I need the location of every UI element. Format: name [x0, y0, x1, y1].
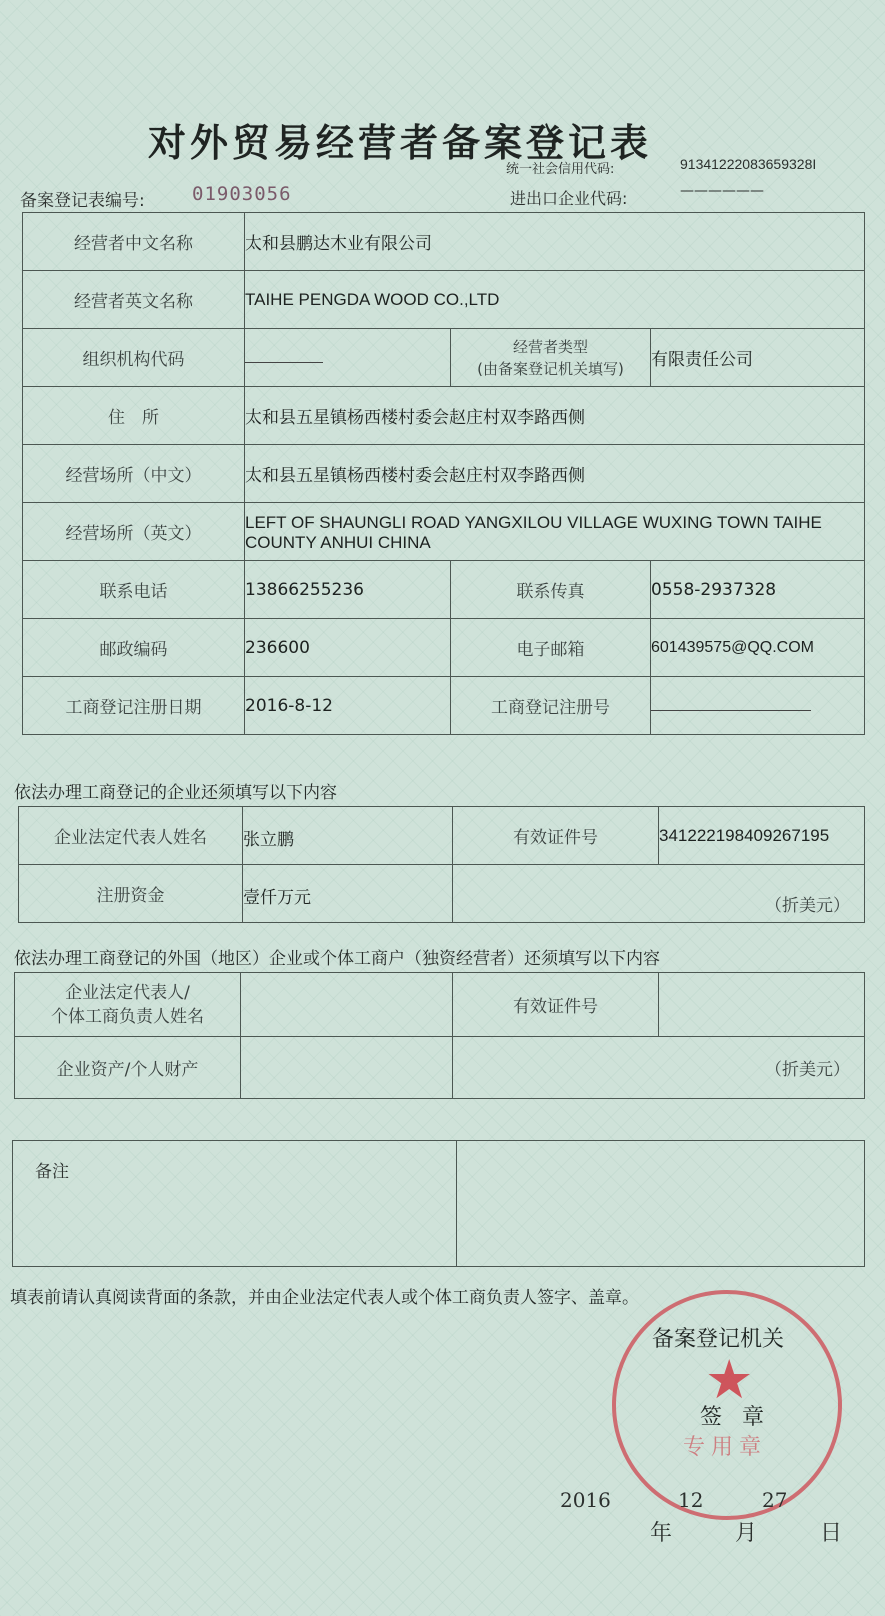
- phone-value: 13866255236: [245, 561, 451, 619]
- reg-date-label: 工商登记注册日期: [23, 677, 245, 735]
- record-no-value: 01903056: [192, 183, 292, 205]
- name-en-value: TAIHE PENGDA WOOD CO.,LTD: [245, 271, 865, 329]
- place-en-label: 经营场所（英文）: [23, 503, 245, 561]
- org-code-label: 组织机构代码: [23, 329, 245, 387]
- fax-value: 0558-2937328: [651, 561, 865, 619]
- month-label: 月: [735, 1521, 758, 1546]
- capital-value: 壹仟万元: [243, 865, 453, 923]
- name-cn-label: 经营者中文名称: [23, 213, 245, 271]
- record-no-label: 备案登记表编号:: [20, 191, 145, 211]
- section2-table: [14, 972, 865, 1099]
- remarks-value: [457, 1141, 865, 1267]
- residence-label: 住 所: [23, 387, 245, 445]
- legal-rep-label: 企业法定代表人姓名: [19, 807, 243, 865]
- s2-rep-label-line2: 个体工商负责人姓名: [51, 1006, 204, 1027]
- postcode-label: 邮政编码: [23, 619, 245, 677]
- credit-code-label: 统一社会信用代码:: [506, 162, 615, 177]
- month-value: 12: [678, 1488, 704, 1512]
- reg-date-value: 2016-8-12: [245, 677, 451, 735]
- type-value: 有限责任公司: [651, 329, 865, 387]
- email-label: 电子邮箱: [451, 619, 651, 677]
- name-en-label: 经营者英文名称: [23, 271, 245, 329]
- day-value: 27: [762, 1488, 788, 1512]
- name-cn-value: 太和县鹏达木业有限公司: [245, 213, 865, 271]
- s2-rep-label-line1: 企业法定代表人/: [65, 982, 190, 1003]
- document-title: 对外贸易经营者备案登记表: [148, 120, 653, 165]
- type-label-line2: (由备案登记机关填写): [477, 359, 624, 378]
- postcode-value: 236600: [245, 619, 451, 677]
- email-value: 601439575@QQ.COM: [651, 619, 865, 677]
- s1-id-label: 有效证件号: [453, 807, 659, 865]
- empty-dash: [651, 710, 811, 711]
- s2-id-label: 有效证件号: [453, 973, 659, 1037]
- s2-id-value: [659, 973, 865, 1037]
- empty-dash: [245, 362, 323, 363]
- authority-label: 备案登记机关: [652, 1327, 785, 1352]
- remarks-label: 备注: [13, 1141, 457, 1267]
- year-value: 2016: [560, 1488, 611, 1512]
- ie-code-value: ——————: [680, 183, 764, 199]
- seal-text: 专用章: [682, 1435, 767, 1460]
- day-label: 日: [820, 1521, 843, 1546]
- phone-label: 联系电话: [23, 561, 245, 619]
- credit-code-value: 91341222083659328I: [680, 156, 817, 172]
- capital-label: 注册资金: [19, 865, 243, 923]
- legal-rep-value: 张立鹏: [243, 807, 453, 865]
- reg-no-label: 工商登记注册号: [451, 677, 651, 735]
- residence-value: 太和县五星镇杨西楼村委会赵庄村双李路西侧: [245, 387, 865, 445]
- year-label: 年: [650, 1521, 673, 1546]
- footer-note: 填表前请认真阅读背面的条款，并由企业法定代表人或个体工商负责人签字、盖章。: [10, 1288, 639, 1308]
- s1-id-value: 341222198409267195: [659, 807, 865, 865]
- capital-unit-cell: [453, 865, 865, 923]
- assets-unit-cell: [453, 1037, 865, 1099]
- s2-unit: （折美元）: [765, 1060, 850, 1080]
- remarks-table: [12, 1140, 865, 1267]
- place-cn-value: 太和县五星镇杨西楼村委会赵庄村双李路西侧: [245, 445, 865, 503]
- type-label-line1: 经营者类型: [512, 337, 588, 356]
- ie-code-label: 进出口企业代码:: [510, 189, 628, 208]
- org-code-value: [245, 329, 451, 387]
- reg-no-value: [651, 677, 865, 735]
- s1-unit: （折美元）: [765, 896, 850, 916]
- assets-value: [241, 1037, 453, 1099]
- section1-table: [18, 806, 865, 923]
- section2-heading: 依法办理工商登记的外国（地区）企业或个体工商户（独资经营者）还须填写以下内容: [14, 949, 660, 969]
- fax-label: 联系传真: [451, 561, 651, 619]
- type-label: [451, 329, 651, 387]
- main-info-table: [22, 212, 865, 735]
- place-en-value: LEFT OF SHAUNGLI ROAD YANGXILOU VILLAGE WUXING TOWN TAIHE COUNTY ANHUI CHINA: [245, 503, 865, 561]
- place-cn-label: 经营场所（中文）: [23, 445, 245, 503]
- seal-star-icon: ★: [705, 1348, 754, 1411]
- s2-rep-value: [241, 973, 453, 1037]
- s2-rep-label: [15, 973, 241, 1037]
- section1-heading: 依法办理工商登记的企业还须填写以下内容: [14, 783, 337, 803]
- sign-label: 签章: [700, 1405, 785, 1430]
- assets-label: 企业资产/个人财产: [15, 1037, 241, 1099]
